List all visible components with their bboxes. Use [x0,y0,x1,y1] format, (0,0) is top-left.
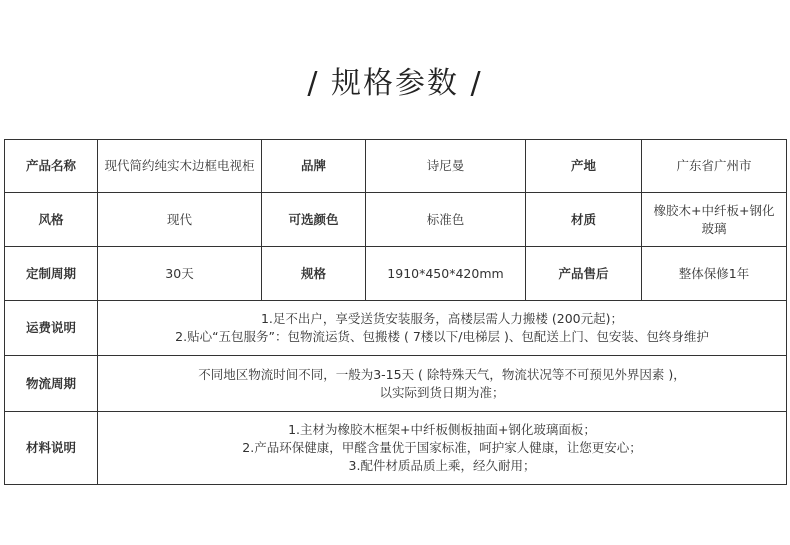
materials-label: 材料说明 [5,412,98,485]
product-name-label: 产品名称 [5,140,98,193]
table-row [5,247,787,301]
style-value: 现代 [98,193,262,247]
color-label: 可选颜色 [262,193,366,247]
size-value: 1910*450*420mm [366,247,526,301]
table-row [5,140,787,193]
brand-label: 品牌 [262,140,366,193]
after-sales-label: 产品售后 [526,247,642,301]
shipping-line: 2.贴心“五包服务”：包物流运货、包搬楼 ( 7楼以下/电梯层 )、包配送上门、包安装、包终身维护 [175,329,709,344]
after-sales-value: 整体保修1年 [642,247,787,301]
custom-period-value: 30天 [98,247,262,301]
logistics-line: 以实际到货日期为准； [379,384,505,400]
table-row [5,193,787,247]
logistics-line: 不同地区物流时间不同，一般为3-15天 ( 除特殊天气，物流状况等不可预见外界因素 )， [198,366,686,382]
spec-table [4,139,787,485]
product-name-value: 现代简约纯实木边框电视柜 [98,140,262,193]
size-label: 规格 [262,247,366,301]
page-title: / 规格参数 / [307,66,483,101]
color-value: 标准色 [366,193,526,247]
table-row [5,301,787,356]
table-row [5,412,787,485]
materials-line: 1.主材为橡胶木框架+中纤板侧板抽面+钢化玻璃面板； [288,422,596,437]
logistics-label: 物流周期 [5,356,98,412]
table-row [5,356,787,412]
shipping-line: 1.足不出户，享受送货安装服务，高楼层需人力搬楼 (200元起)； [260,311,623,326]
shipping-label: 运费说明 [5,301,98,356]
brand-value: 诗尼曼 [366,140,526,193]
origin-label: 产地 [526,140,642,193]
material-value: 橡胶木+中纤板+钢化玻璃 [642,193,787,247]
shipping-text [98,301,787,356]
custom-period-label: 定制周期 [5,247,98,301]
style-label: 风格 [5,193,98,247]
material-label: 材质 [526,193,642,247]
materials-line: 2.产品环保健康，甲醛含量优于国家标准，呵护家人健康，让您更安心； [242,440,642,455]
origin-value: 广东省广州市 [642,140,787,193]
logistics-text [98,356,787,412]
materials-text [98,412,787,485]
materials-line: 3.配件材质品质上乘，经久耐用； [348,458,536,473]
